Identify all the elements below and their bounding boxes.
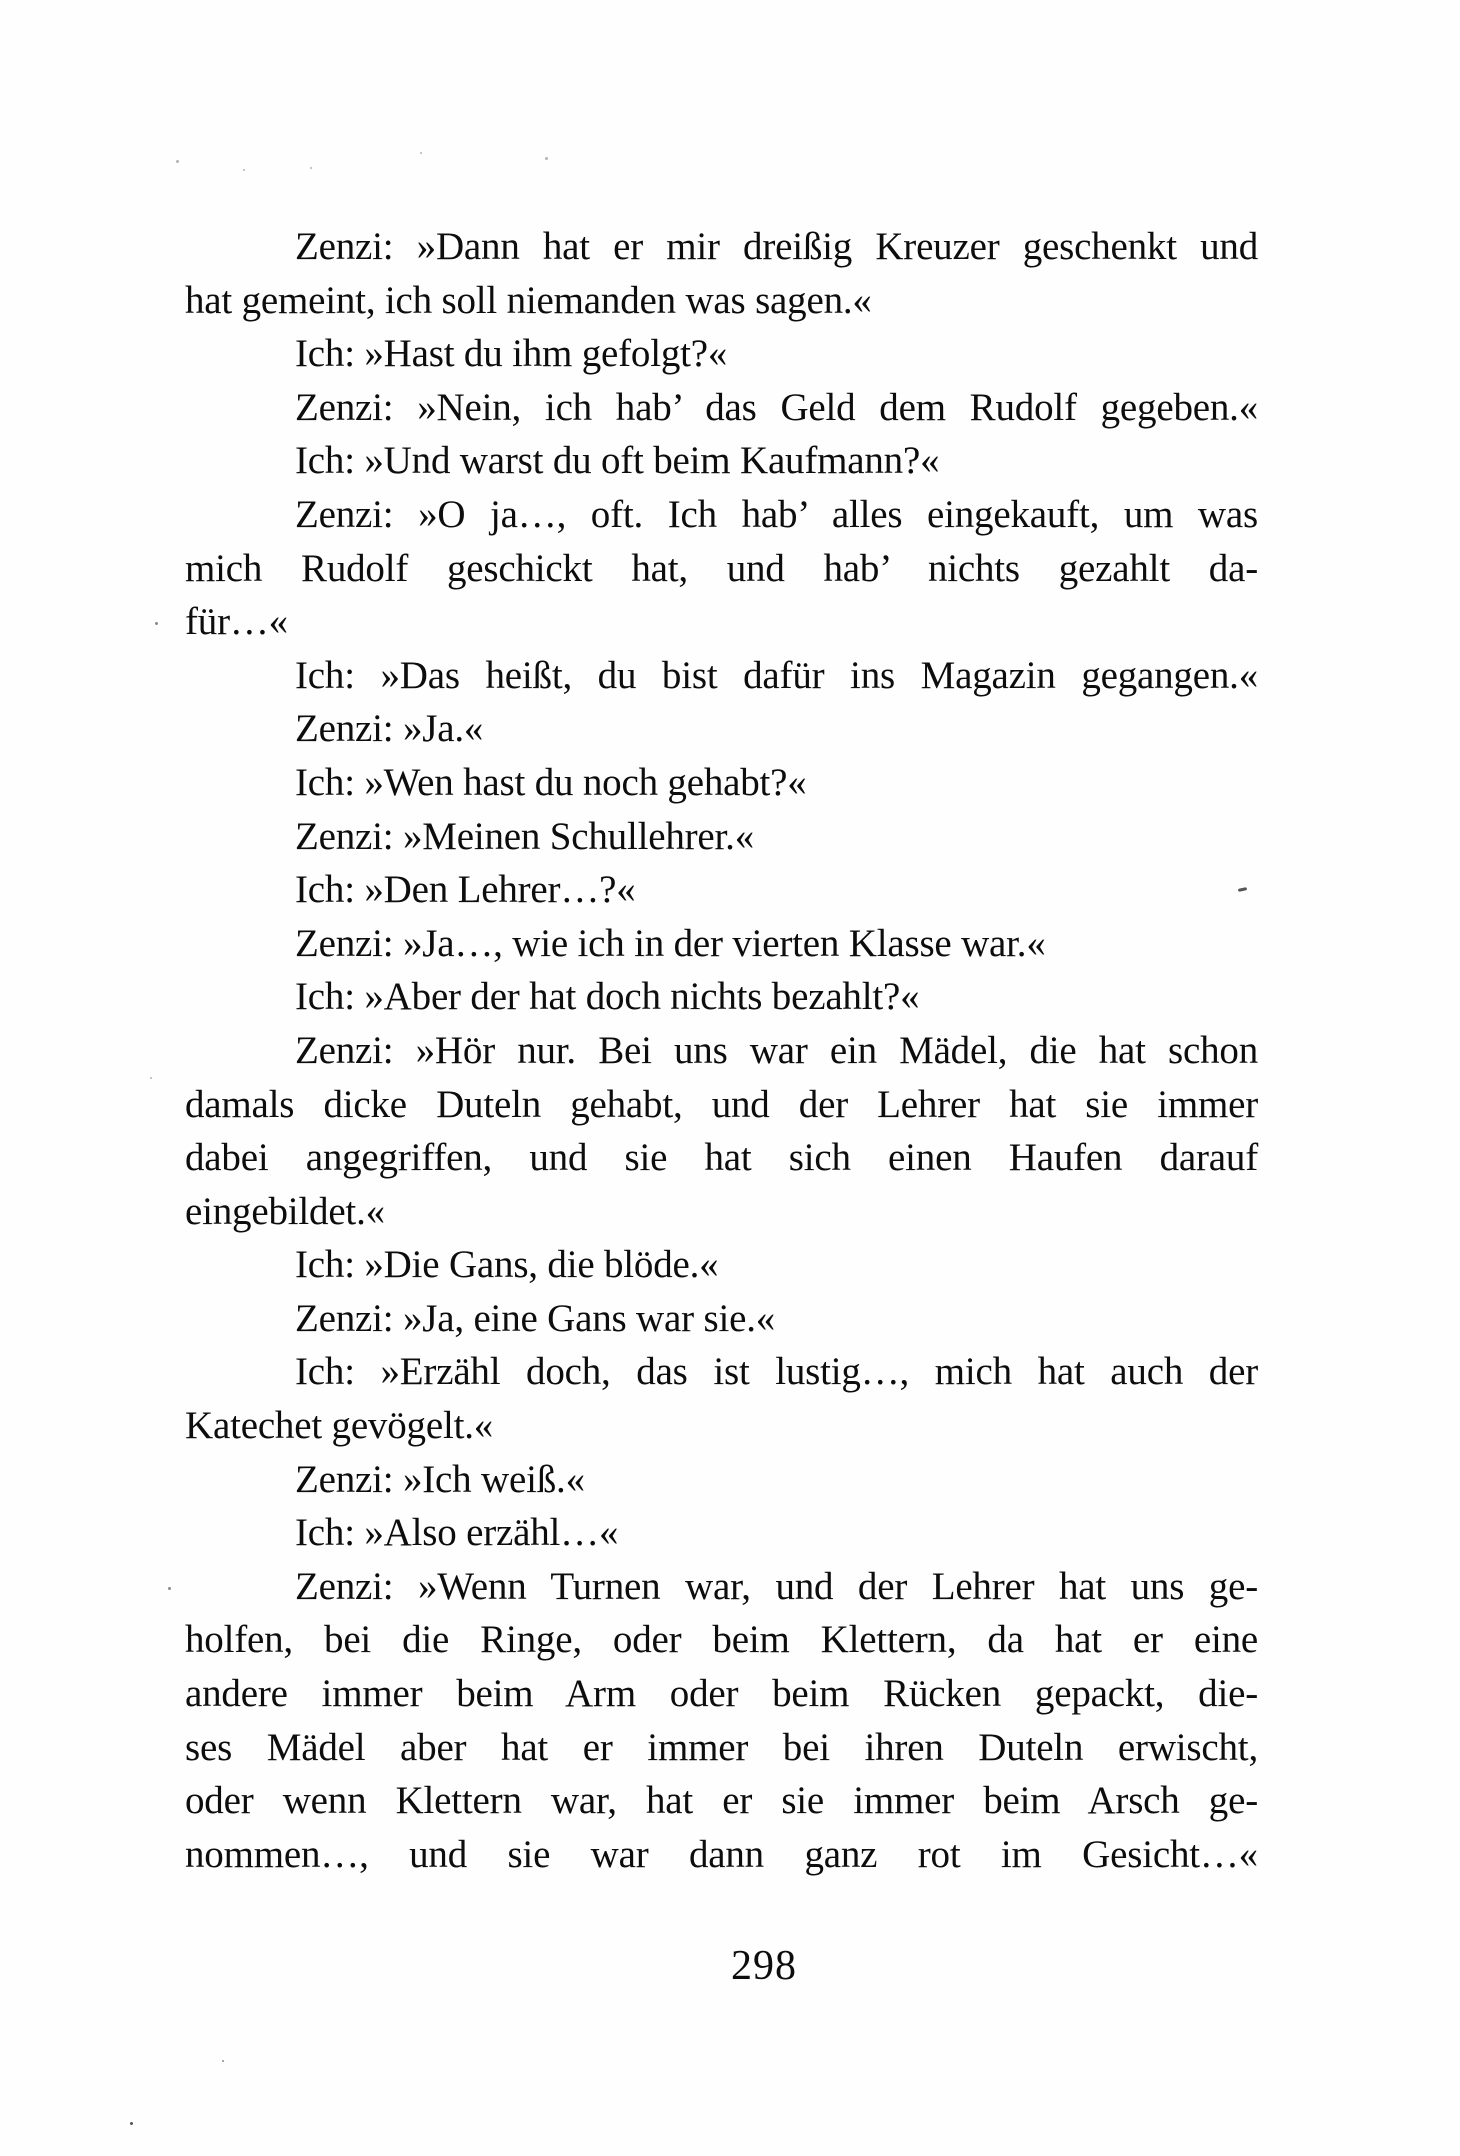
scan-speckle xyxy=(168,1587,171,1590)
text-line: Ich: »Erzähl doch, das ist lustig…, mich hat auch der xyxy=(295,1350,1258,1394)
text-line: Zenzi: »Ich weiß.« xyxy=(295,1457,585,1501)
text-line: Zenzi: »Ja.« xyxy=(295,707,484,751)
text-line: Ich: »Die Gans, die blöde.« xyxy=(295,1243,719,1287)
page-number: 298 xyxy=(731,1943,797,1989)
text-line: Zenzi: »Nein, ich hab’ das Geld dem Rudolf gegeben.« xyxy=(295,385,1258,429)
scan-speckle xyxy=(130,2122,133,2125)
text-line: Ich: »Und warst du oft beim Kaufmann?« xyxy=(295,439,940,483)
text-line: Zenzi: »Wenn Turnen war, und der Lehrer hat uns ge- xyxy=(295,1564,1258,1608)
scan-speckle xyxy=(420,152,422,154)
text-line: Ich: »Wen hast du noch gehabt?« xyxy=(295,760,807,804)
text-line: Zenzi: »Meinen Schullehrer.« xyxy=(295,814,755,858)
text-line: Ich: »Hast du ihm gefolgt?« xyxy=(295,332,728,376)
text-line: Ich: »Aber der hat doch nichts bezahlt?« xyxy=(295,975,920,1019)
scan-speckle xyxy=(176,160,179,163)
text-line: Zenzi: »O ja…, oft. Ich hab’ alles eingekauft, um was xyxy=(295,492,1258,536)
text-line: andere immer beim Arm oder beim Rücken gepackt, die- xyxy=(185,1672,1258,1716)
scan-speckle xyxy=(310,167,312,169)
text-line: dabei angegriffen, und sie hat sich einen Haufen darauf xyxy=(185,1136,1258,1180)
text-line: Ich: »Den Lehrer…?« xyxy=(295,868,636,912)
scan-speckle xyxy=(150,1077,152,1079)
text-line: Ich: »Das heißt, du bist dafür ins Magazin gegangen.« xyxy=(295,653,1258,697)
scan-speckle xyxy=(222,2060,224,2062)
text-line: Ich: »Also erzähl…« xyxy=(295,1511,619,1555)
scan-speckle xyxy=(243,169,245,171)
text-line: hat gemeint, ich soll niemanden was sagen.« xyxy=(185,278,872,322)
scan-speckle xyxy=(155,622,158,625)
text-line: Zenzi: »Ja, eine Gans war sie.« xyxy=(295,1296,776,1340)
text-line: ses Mädel aber hat er immer bei ihren Duteln erwischt, xyxy=(185,1725,1258,1769)
scan-speckle xyxy=(545,157,548,160)
text-line: mich Rudolf geschickt hat, und hab’ nichts gezahlt da- xyxy=(185,546,1258,590)
text-line: damals dicke Duteln gehabt, und der Lehrer hat sie immer xyxy=(185,1082,1258,1126)
text-line: Zenzi: »Hör nur. Bei uns war ein Mädel, die hat schon xyxy=(295,1028,1258,1072)
text-line: Zenzi: »Ja…, wie ich in der vierten Klasse war.« xyxy=(295,921,1046,965)
text-line: eingebildet.« xyxy=(185,1189,385,1233)
text-line: holfen, bei die Ringe, oder beim Klettern, da hat er eine xyxy=(185,1618,1258,1662)
text-line: Katechet gevögelt.« xyxy=(185,1404,494,1448)
text-line: für…« xyxy=(185,600,288,644)
text-line: oder wenn Klettern war, hat er sie immer beim Arsch ge- xyxy=(185,1779,1258,1823)
text-line: nommen…, und sie war dann ganz rot im Gesicht…« xyxy=(185,1832,1258,1876)
text-block xyxy=(185,220,1258,1881)
text-line: Zenzi: »Dann hat er mir dreißig Kreuzer geschenkt und xyxy=(295,225,1258,268)
